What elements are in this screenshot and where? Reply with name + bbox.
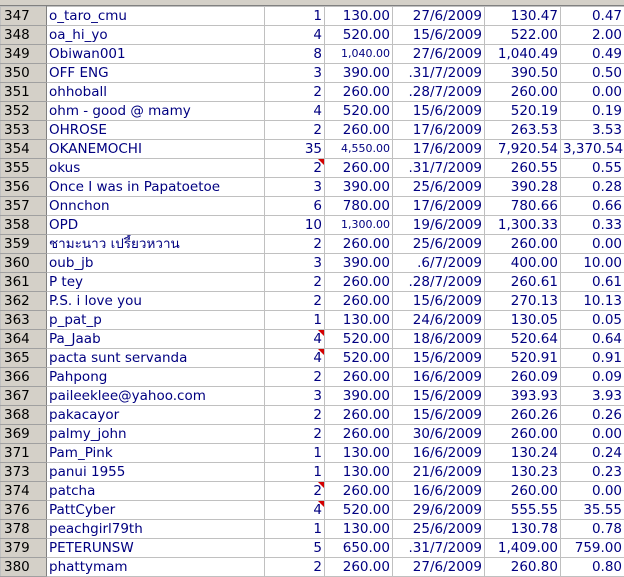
name-cell[interactable]: pacta sunt servanda <box>47 349 265 368</box>
name-cell[interactable]: ชามะนาว เปรี้ยวหวาน <box>47 235 265 254</box>
qty-cell[interactable]: 6 <box>265 197 325 216</box>
diff-cell[interactable]: 0.55 <box>561 159 624 178</box>
name-cell[interactable]: oa_hi_yo <box>47 26 265 45</box>
date-cell[interactable]: 16/6/2009 <box>393 444 485 463</box>
paid-cell[interactable]: 1,300.33 <box>485 216 561 235</box>
table-row <box>1 292 624 311</box>
amount-cell[interactable]: 260.00 <box>325 292 393 311</box>
comment-indicator-icon <box>318 501 324 507</box>
amount-cell[interactable]: 130.00 <box>325 520 393 539</box>
qty-cell[interactable]: 2 <box>265 558 325 577</box>
row-number: 373 <box>1 463 47 482</box>
date-cell[interactable]: 29/6/2009 <box>393 501 485 520</box>
date-cell[interactable]: 24/6/2009 <box>393 311 485 330</box>
amount-cell[interactable]: 390.00 <box>325 254 393 273</box>
diff-cell[interactable]: 0.80 <box>561 558 624 577</box>
qty-cell[interactable]: 4 <box>265 26 325 45</box>
name-cell[interactable]: Pa_Jaab <box>47 330 265 349</box>
name-cell[interactable]: p_pat_p <box>47 311 265 330</box>
table-row <box>1 330 624 349</box>
amount-cell[interactable]: 260.00 <box>325 558 393 577</box>
table-row <box>1 216 624 235</box>
date-cell[interactable]: .31/7/2009 <box>393 539 485 558</box>
qty-cell[interactable]: 4 <box>265 330 325 349</box>
qty-cell[interactable]: 1 <box>265 311 325 330</box>
name-cell[interactable]: panui 1955 <box>47 463 265 482</box>
amount-cell[interactable]: 260.00 <box>325 482 393 501</box>
table-row <box>1 45 624 64</box>
date-cell[interactable]: 15/6/2009 <box>393 349 485 368</box>
paid-cell[interactable]: 522.00 <box>485 26 561 45</box>
name-cell[interactable]: pakacayor <box>47 406 265 425</box>
table-row <box>1 83 624 102</box>
name-cell[interactable]: palmy_john <box>47 425 265 444</box>
qty-cell[interactable]: 4 <box>265 349 325 368</box>
date-cell[interactable]: 17/6/2009 <box>393 121 485 140</box>
date-cell[interactable]: 18/6/2009 <box>393 330 485 349</box>
paid-cell[interactable]: 520.91 <box>485 349 561 368</box>
qty-cell[interactable]: 35 <box>265 140 325 159</box>
paid-cell[interactable]: 260.00 <box>485 482 561 501</box>
qty-cell[interactable]: 2 <box>265 425 325 444</box>
qty-cell[interactable]: 4 <box>265 102 325 121</box>
name-cell[interactable]: PETERUNSW <box>47 539 265 558</box>
row-number: 356 <box>1 178 47 197</box>
date-cell[interactable]: 25/6/2009 <box>393 178 485 197</box>
row-number: 363 <box>1 311 47 330</box>
amount-cell[interactable]: 130.00 <box>325 311 393 330</box>
diff-cell[interactable]: 0.23 <box>561 463 624 482</box>
amount-cell[interactable]: 520.00 <box>325 26 393 45</box>
diff-cell[interactable]: 0.78 <box>561 520 624 539</box>
amount-cell[interactable]: 260.00 <box>325 368 393 387</box>
amount-cell[interactable]: 520.00 <box>325 102 393 121</box>
comment-indicator-icon <box>318 330 324 336</box>
paid-cell[interactable]: 260.00 <box>485 425 561 444</box>
diff-cell[interactable]: 3.93 <box>561 387 624 406</box>
diff-cell[interactable]: 0.00 <box>561 83 624 102</box>
row-number: 358 <box>1 216 47 235</box>
date-cell[interactable]: 27/6/2009 <box>393 7 485 26</box>
row-number: 353 <box>1 121 47 140</box>
table-row <box>1 178 624 197</box>
paid-cell[interactable]: 555.55 <box>485 501 561 520</box>
name-cell[interactable]: ohm - good @ mamy <box>47 102 265 121</box>
name-cell[interactable]: patcha <box>47 482 265 501</box>
name-cell[interactable]: phattymam <box>47 558 265 577</box>
amount-cell[interactable]: 1,040.00 <box>325 45 393 64</box>
amount-cell[interactable]: 1,300.00 <box>325 216 393 235</box>
date-cell[interactable]: 30/6/2009 <box>393 425 485 444</box>
table-row <box>1 349 624 368</box>
diff-cell[interactable]: 3.53 <box>561 121 624 140</box>
qty-cell[interactable]: 2 <box>265 482 325 501</box>
table-row <box>1 406 624 425</box>
name-cell[interactable]: paileeklee@yahoo.com <box>47 387 265 406</box>
table-row <box>1 102 624 121</box>
diff-cell[interactable]: 3,370.54 <box>561 140 624 159</box>
diff-cell[interactable]: 0.64 <box>561 330 624 349</box>
diff-cell[interactable]: 0.61 <box>561 273 624 292</box>
table-row <box>1 26 624 45</box>
qty-cell[interactable]: 8 <box>265 45 325 64</box>
qty-cell[interactable]: 3 <box>265 64 325 83</box>
paid-cell[interactable]: 260.26 <box>485 406 561 425</box>
table-row <box>1 387 624 406</box>
amount-cell[interactable]: 390.00 <box>325 64 393 83</box>
qty-cell[interactable]: 2 <box>265 235 325 254</box>
qty-cell[interactable]: 1 <box>265 463 325 482</box>
paid-cell[interactable]: 520.64 <box>485 330 561 349</box>
amount-cell[interactable]: 260.00 <box>325 235 393 254</box>
row-number: 366 <box>1 368 47 387</box>
name-cell[interactable]: P.S. i love you <box>47 292 265 311</box>
name-cell[interactable]: OKANEMOCHI <box>47 140 265 159</box>
table-row <box>1 7 624 26</box>
date-cell[interactable]: .31/7/2009 <box>393 64 485 83</box>
paid-cell[interactable]: 263.53 <box>485 121 561 140</box>
amount-cell[interactable]: 520.00 <box>325 349 393 368</box>
table-row <box>1 121 624 140</box>
date-cell[interactable]: .6/7/2009 <box>393 254 485 273</box>
date-cell[interactable]: 17/6/2009 <box>393 197 485 216</box>
table-row <box>1 425 624 444</box>
qty-cell[interactable]: 2 <box>265 121 325 140</box>
qty-cell[interactable]: 2 <box>265 83 325 102</box>
name-cell[interactable]: PattCyber <box>47 501 265 520</box>
diff-cell[interactable]: 0.05 <box>561 311 624 330</box>
date-cell[interactable]: .31/7/2009 <box>393 159 485 178</box>
diff-cell[interactable]: 0.00 <box>561 482 624 501</box>
amount-cell[interactable]: 260.00 <box>325 159 393 178</box>
table-row <box>1 273 624 292</box>
diff-cell[interactable]: 0.00 <box>561 425 624 444</box>
diff-cell[interactable]: 35.55 <box>561 501 624 520</box>
paid-cell[interactable]: 130.23 <box>485 463 561 482</box>
row-number: 361 <box>1 273 47 292</box>
diff-cell[interactable]: 0.28 <box>561 178 624 197</box>
qty-cell[interactable]: 1 <box>265 520 325 539</box>
table-row <box>1 140 624 159</box>
row-number: 347 <box>1 7 47 26</box>
paid-cell[interactable]: 130.05 <box>485 311 561 330</box>
data-table <box>0 6 624 577</box>
row-number: 365 <box>1 349 47 368</box>
name-cell[interactable]: P tey <box>47 273 265 292</box>
table-row <box>1 311 624 330</box>
paid-cell[interactable]: 520.19 <box>485 102 561 121</box>
diff-cell[interactable]: 0.24 <box>561 444 624 463</box>
date-cell[interactable]: 27/6/2009 <box>393 45 485 64</box>
row-number: 360 <box>1 254 47 273</box>
table-row <box>1 444 624 463</box>
name-cell[interactable]: OPD <box>47 216 265 235</box>
row-number: 379 <box>1 539 47 558</box>
paid-cell[interactable]: 390.28 <box>485 178 561 197</box>
amount-cell[interactable]: 390.00 <box>325 387 393 406</box>
qty-cell[interactable]: 2 <box>265 406 325 425</box>
paid-cell[interactable]: 780.66 <box>485 197 561 216</box>
comment-indicator-icon <box>318 159 324 165</box>
amount-cell[interactable]: 520.00 <box>325 330 393 349</box>
amount-cell[interactable]: 260.00 <box>325 425 393 444</box>
diff-cell[interactable]: 759.00 <box>561 539 624 558</box>
diff-cell[interactable]: 10.13 <box>561 292 624 311</box>
date-cell[interactable]: 15/6/2009 <box>393 406 485 425</box>
amount-cell[interactable]: 260.00 <box>325 406 393 425</box>
paid-cell[interactable]: 7,920.54 <box>485 140 561 159</box>
amount-cell[interactable]: 4,550.00 <box>325 140 393 159</box>
diff-cell[interactable]: 2.00 <box>561 26 624 45</box>
diff-cell[interactable]: 0.66 <box>561 197 624 216</box>
date-cell[interactable]: 15/6/2009 <box>393 26 485 45</box>
comment-indicator-icon <box>318 482 324 488</box>
table-row <box>1 501 624 520</box>
qty-cell[interactable]: 2 <box>265 368 325 387</box>
row-number: 369 <box>1 425 47 444</box>
row-number: 378 <box>1 520 47 539</box>
date-cell[interactable]: 16/6/2009 <box>393 482 485 501</box>
paid-cell[interactable]: 393.93 <box>485 387 561 406</box>
date-cell[interactable]: 16/6/2009 <box>393 368 485 387</box>
paid-cell[interactable]: 1,040.49 <box>485 45 561 64</box>
diff-cell[interactable]: 0.50 <box>561 64 624 83</box>
amount-cell[interactable]: 260.00 <box>325 273 393 292</box>
qty-cell[interactable]: 5 <box>265 539 325 558</box>
date-cell[interactable]: 21/6/2009 <box>393 463 485 482</box>
name-cell[interactable]: oub_jb <box>47 254 265 273</box>
row-number: 351 <box>1 83 47 102</box>
row-number: 350 <box>1 64 47 83</box>
date-cell[interactable]: 25/6/2009 <box>393 520 485 539</box>
paid-cell[interactable]: 130.24 <box>485 444 561 463</box>
date-cell[interactable]: 15/6/2009 <box>393 387 485 406</box>
diff-cell[interactable]: 0.33 <box>561 216 624 235</box>
diff-cell[interactable]: 0.09 <box>561 368 624 387</box>
diff-cell[interactable]: 0.47 <box>561 7 624 26</box>
qty-cell[interactable]: 2 <box>265 159 325 178</box>
name-cell[interactable]: Once I was in Papatoetoe <box>47 178 265 197</box>
paid-cell[interactable]: 130.78 <box>485 520 561 539</box>
amount-cell[interactable]: 520.00 <box>325 501 393 520</box>
date-cell[interactable]: 15/6/2009 <box>393 102 485 121</box>
name-cell[interactable]: Pahpong <box>47 368 265 387</box>
diff-cell[interactable]: 10.00 <box>561 254 624 273</box>
amount-cell[interactable]: 260.00 <box>325 83 393 102</box>
table-row <box>1 482 624 501</box>
qty-cell[interactable]: 3 <box>265 387 325 406</box>
qty-cell[interactable]: 1 <box>265 444 325 463</box>
qty-cell[interactable]: 2 <box>265 292 325 311</box>
table-row <box>1 558 624 577</box>
name-cell[interactable]: OFF ENG <box>47 64 265 83</box>
table-row <box>1 197 624 216</box>
paid-cell[interactable]: 1,409.00 <box>485 539 561 558</box>
amount-cell[interactable]: 650.00 <box>325 539 393 558</box>
paid-cell[interactable]: 260.80 <box>485 558 561 577</box>
name-cell[interactable]: okus <box>47 159 265 178</box>
qty-cell[interactable]: 3 <box>265 178 325 197</box>
date-cell[interactable]: 17/6/2009 <box>393 140 485 159</box>
diff-cell[interactable]: 0.00 <box>561 235 624 254</box>
table-row <box>1 539 624 558</box>
amount-cell[interactable]: 780.00 <box>325 197 393 216</box>
paid-cell[interactable]: 260.09 <box>485 368 561 387</box>
name-cell[interactable]: Pam_Pink <box>47 444 265 463</box>
row-number: 371 <box>1 444 47 463</box>
date-cell[interactable]: .28/7/2009 <box>393 83 485 102</box>
row-number: 376 <box>1 501 47 520</box>
name-cell[interactable]: o_taro_cmu <box>47 7 265 26</box>
row-number: 362 <box>1 292 47 311</box>
date-cell[interactable]: 19/6/2009 <box>393 216 485 235</box>
paid-cell[interactable]: 260.00 <box>485 83 561 102</box>
table-row <box>1 520 624 539</box>
name-cell[interactable]: Onnchon <box>47 197 265 216</box>
amount-cell[interactable]: 130.00 <box>325 463 393 482</box>
diff-cell[interactable]: 0.26 <box>561 406 624 425</box>
amount-cell[interactable]: 260.00 <box>325 121 393 140</box>
date-cell[interactable]: 25/6/2009 <box>393 235 485 254</box>
row-number: 348 <box>1 26 47 45</box>
amount-cell[interactable]: 130.00 <box>325 444 393 463</box>
diff-cell[interactable]: 0.49 <box>561 45 624 64</box>
date-cell[interactable]: .28/7/2009 <box>393 273 485 292</box>
row-number: 380 <box>1 558 47 577</box>
paid-cell[interactable]: 260.55 <box>485 159 561 178</box>
row-number: 367 <box>1 387 47 406</box>
name-cell[interactable]: ohhoball <box>47 83 265 102</box>
row-number: 364 <box>1 330 47 349</box>
table-row <box>1 254 624 273</box>
row-number: 352 <box>1 102 47 121</box>
date-cell[interactable]: 27/6/2009 <box>393 558 485 577</box>
table-row <box>1 235 624 254</box>
qty-cell[interactable]: 10 <box>265 216 325 235</box>
paid-cell[interactable]: 260.00 <box>485 235 561 254</box>
name-cell[interactable]: OHROSE <box>47 121 265 140</box>
amount-cell[interactable]: 390.00 <box>325 178 393 197</box>
row-number: 354 <box>1 140 47 159</box>
diff-cell[interactable]: 0.91 <box>561 349 624 368</box>
table-row <box>1 64 624 83</box>
paid-cell[interactable]: 400.00 <box>485 254 561 273</box>
row-number: 349 <box>1 45 47 64</box>
diff-cell[interactable]: 0.19 <box>561 102 624 121</box>
qty-cell[interactable]: 4 <box>265 501 325 520</box>
paid-cell[interactable]: 130.47 <box>485 7 561 26</box>
qty-cell[interactable]: 2 <box>265 273 325 292</box>
table-row <box>1 368 624 387</box>
date-cell[interactable]: 15/6/2009 <box>393 292 485 311</box>
name-cell[interactable]: peachgirl79th <box>47 520 265 539</box>
table-row <box>1 159 624 178</box>
qty-cell[interactable]: 3 <box>265 254 325 273</box>
qty-cell[interactable]: 1 <box>265 7 325 26</box>
table-row <box>1 463 624 482</box>
amount-cell[interactable]: 130.00 <box>325 7 393 26</box>
name-cell[interactable]: Obiwan001 <box>47 45 265 64</box>
row-number: 368 <box>1 406 47 425</box>
row-number: 355 <box>1 159 47 178</box>
row-number: 359 <box>1 235 47 254</box>
paid-cell[interactable]: 390.50 <box>485 64 561 83</box>
comment-indicator-icon <box>318 349 324 355</box>
row-number: 357 <box>1 197 47 216</box>
row-number: 374 <box>1 482 47 501</box>
paid-cell[interactable]: 270.13 <box>485 292 561 311</box>
paid-cell[interactable]: 260.61 <box>485 273 561 292</box>
